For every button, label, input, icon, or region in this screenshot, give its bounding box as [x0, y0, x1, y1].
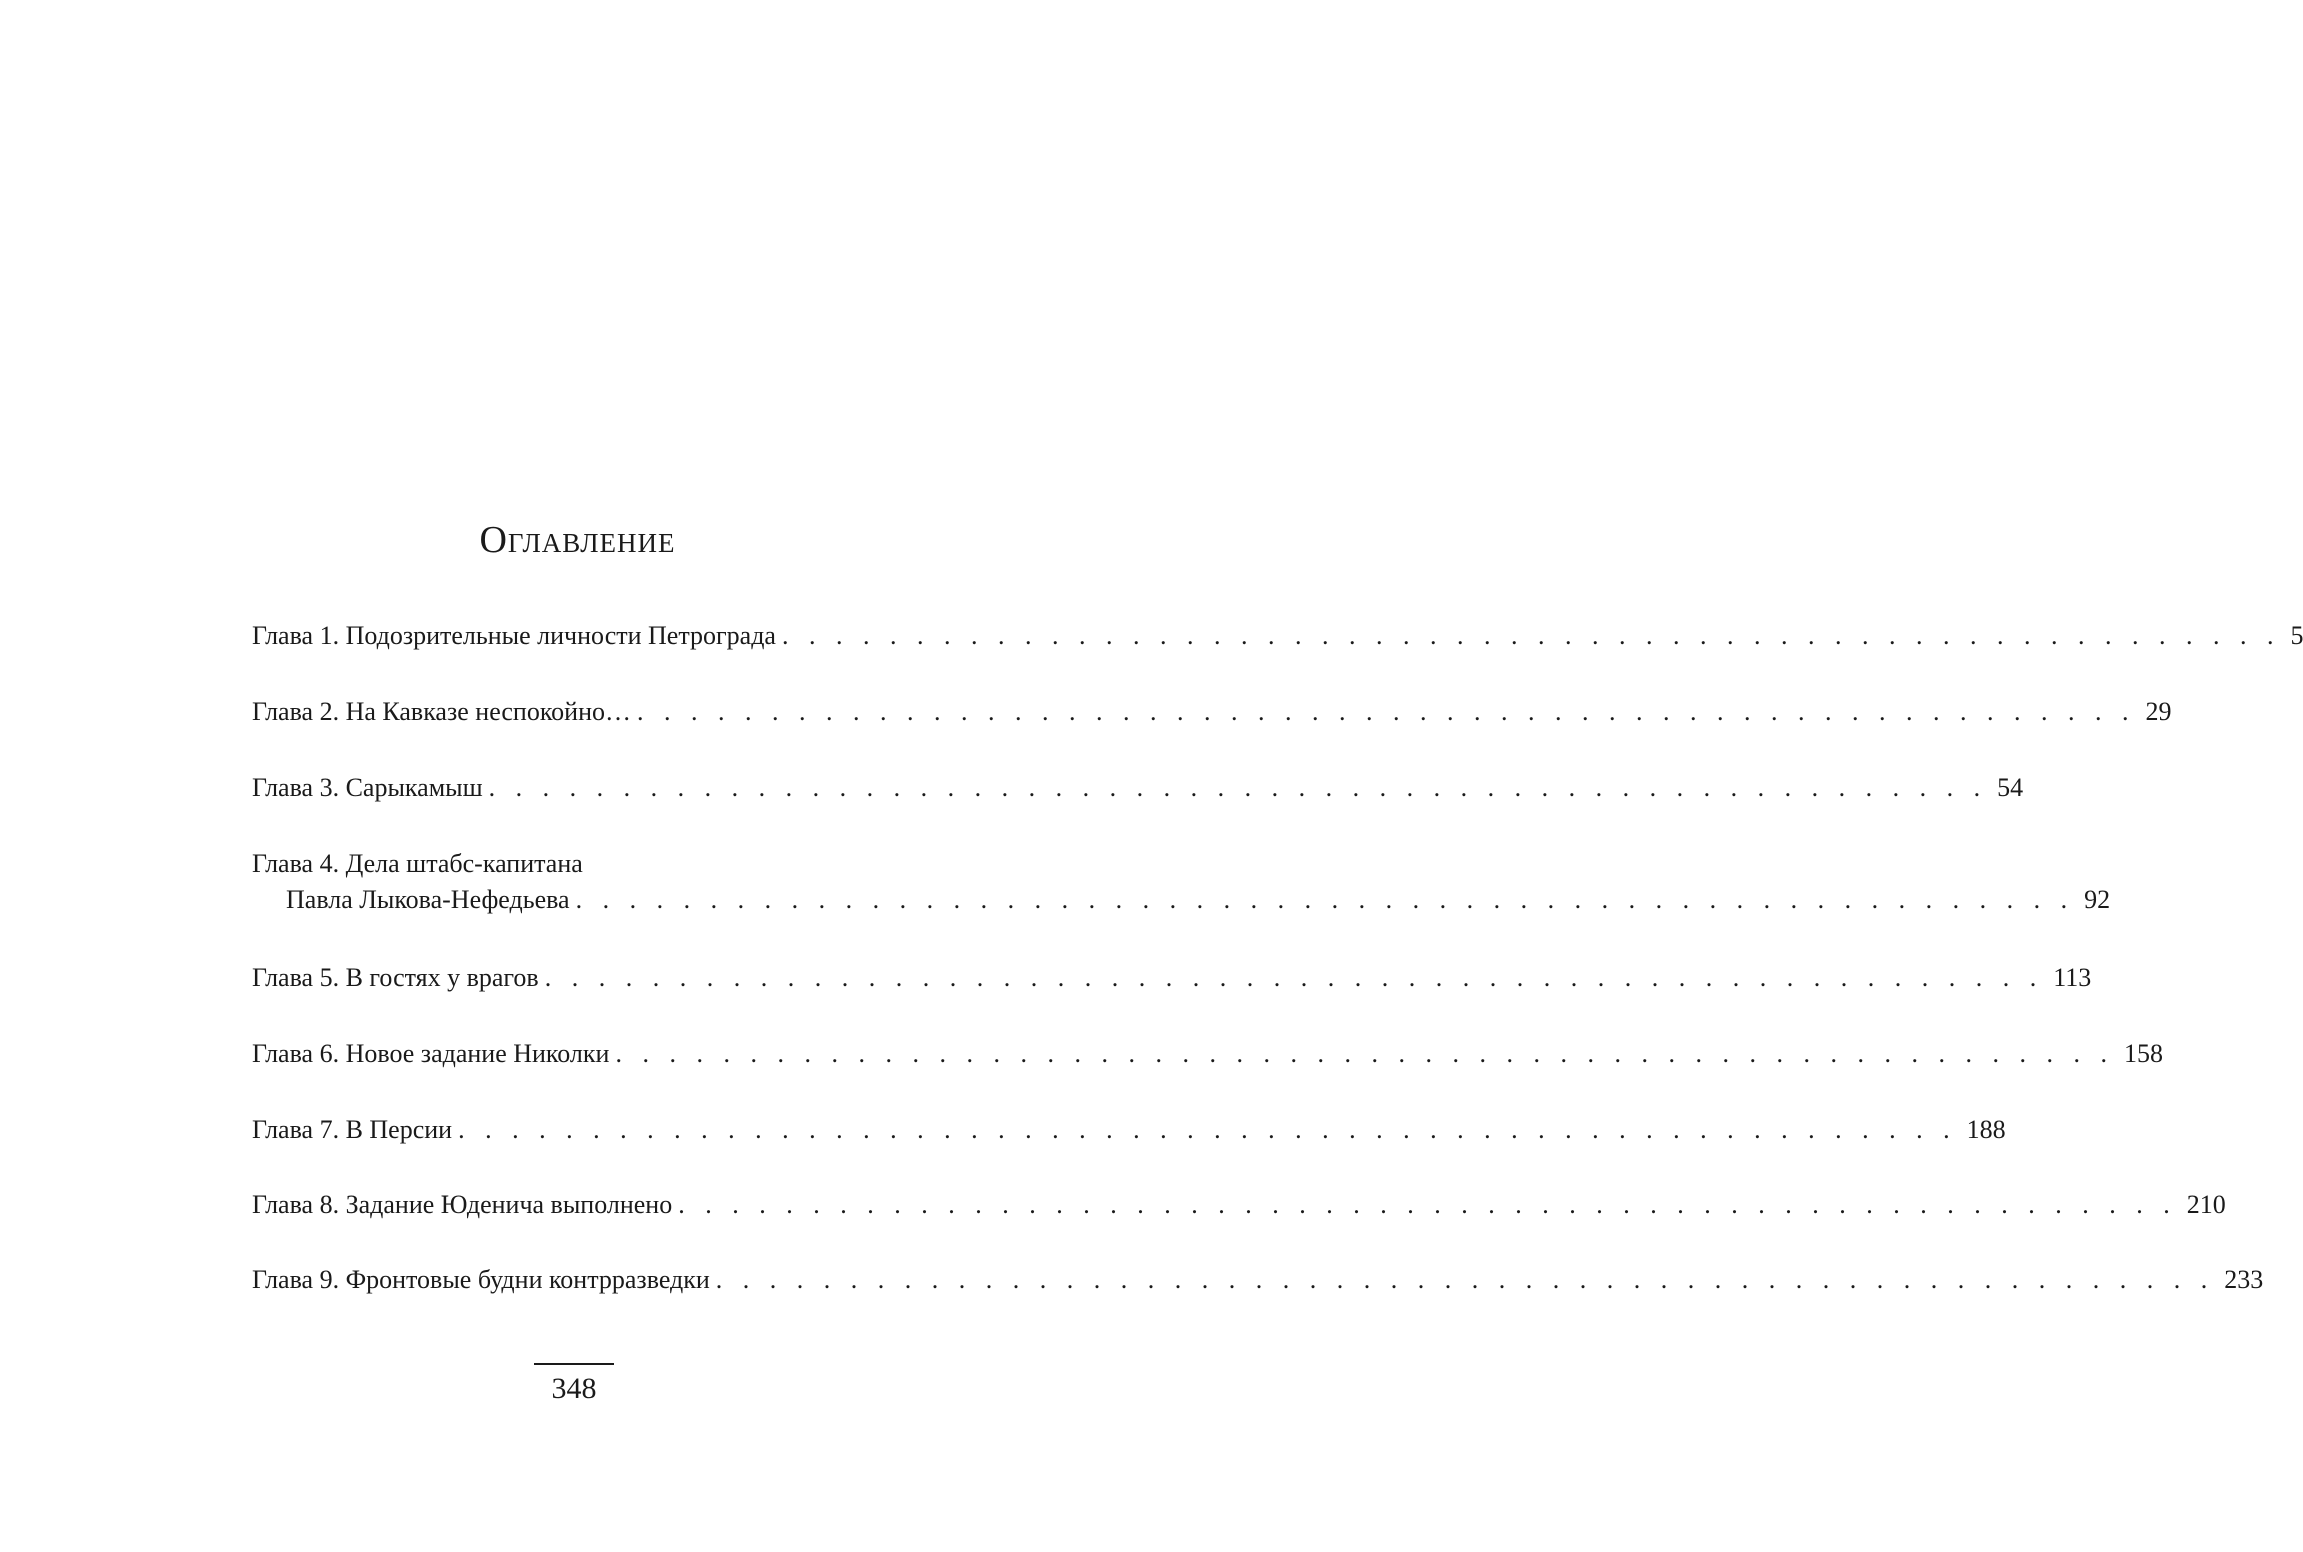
- toc-dot-leader: . . . . . . . . . . . . . . . . . . . . . . . . . . . . . . . . . . . . . . . . . . . . . . . . . . . . . . . .: [678, 1190, 2177, 1219]
- toc-dot-leader: . . . . . . . . . . . . . . . . . . . . . . . . . . . . . . . . . . . . . . . . . . . . . . . . . . . . . . . .: [781, 621, 2281, 650]
- toc-entry-8: [252, 1187, 2226, 1223]
- toc-entry-page: 5: [2290, 621, 2303, 650]
- toc-entry-title: Глава 8. Задание Юденича выполнено: [252, 1190, 673, 1219]
- toc-entry-5: [252, 960, 2092, 996]
- toc-entry-4: [252, 846, 2111, 918]
- toc-dot-leader: . . . . . . . . . . . . . . . . . . . . . . . . . . . . . . . . . . . . . . . . . . . . . . . . . . . . . . . .: [544, 963, 2044, 992]
- toc-entry-page: 188: [1966, 1115, 2006, 1144]
- page-number-rule: [534, 1363, 614, 1365]
- toc-entry-title: Глава 9. Фронтовые будни контрразведки: [252, 1265, 710, 1294]
- toc-dot-leader: . . . . . . . . . . . . . . . . . . . . . . . . . . . . . . . . . . . . . . . . . . . . . . . . . . . . . . . .: [575, 885, 2075, 914]
- toc-entry-page: 29: [2145, 697, 2172, 726]
- page-number: 348: [551, 1372, 597, 1405]
- toc-entry-page: 113: [2053, 963, 2092, 992]
- toc-entry-page: 210: [2186, 1190, 2226, 1219]
- toc-entry-title: Глава 7. В Персии: [252, 1115, 453, 1144]
- toc-entry-page: 158: [2123, 1039, 2163, 1068]
- toc-entry-2: [252, 694, 2172, 730]
- toc-dot-leader: . . . . . . . . . . . . . . . . . . . . . . . . . . . . . . . . . . . . . . . . . . . . . . . . . . . . . . . .: [615, 1039, 2114, 1068]
- toc-dot-leader: . . . . . . . . . . . . . . . . . . . . . . . . . . . . . . . . . . . . . . . . . . . . . . . . . . . . . . . .: [636, 697, 2136, 726]
- toc-title: Оглавление: [479, 519, 676, 561]
- toc-entry-6: [252, 1036, 2163, 1072]
- toc-entry-title: Глава 6. Новое задание Николки: [252, 1039, 610, 1068]
- toc-dot-leader: . . . . . . . . . . . . . . . . . . . . . . . . . . . . . . . . . . . . . . . . . . . . . . . . . . . . . . . .: [715, 1265, 2215, 1294]
- toc-entry-9: [252, 1262, 2264, 1298]
- toc-entry-title: Глава 2. На Кавказе неспокойно…: [252, 697, 631, 726]
- toc-entry-title: Глава 1. Подозрительные личности Петрограда: [252, 621, 776, 650]
- toc-entry-page: 92: [2084, 885, 2111, 914]
- toc-entry-title: Глава 5. В гостях у врагов: [252, 963, 539, 992]
- toc-entry-title: Глава 4. Дела штабс-капитана: [252, 849, 583, 878]
- toc-entry-title-continued: Павла Лыкова-Нефедьева: [286, 885, 570, 914]
- toc-entry-7: [252, 1112, 2006, 1148]
- toc-entry-3: [252, 770, 2024, 806]
- toc-entry-1: [252, 618, 2303, 654]
- toc-dot-leader: . . . . . . . . . . . . . . . . . . . . . . . . . . . . . . . . . . . . . . . . . . . . . . . . . . . . . . . .: [458, 1115, 1957, 1144]
- toc-entry-page: 54: [1997, 773, 2024, 802]
- toc-dot-leader: . . . . . . . . . . . . . . . . . . . . . . . . . . . . . . . . . . . . . . . . . . . . . . . . . . . . . . . .: [488, 773, 1988, 802]
- toc-entry-title: Глава 3. Сарыкамыш: [252, 773, 483, 802]
- toc-entry-page: 233: [2224, 1265, 2264, 1294]
